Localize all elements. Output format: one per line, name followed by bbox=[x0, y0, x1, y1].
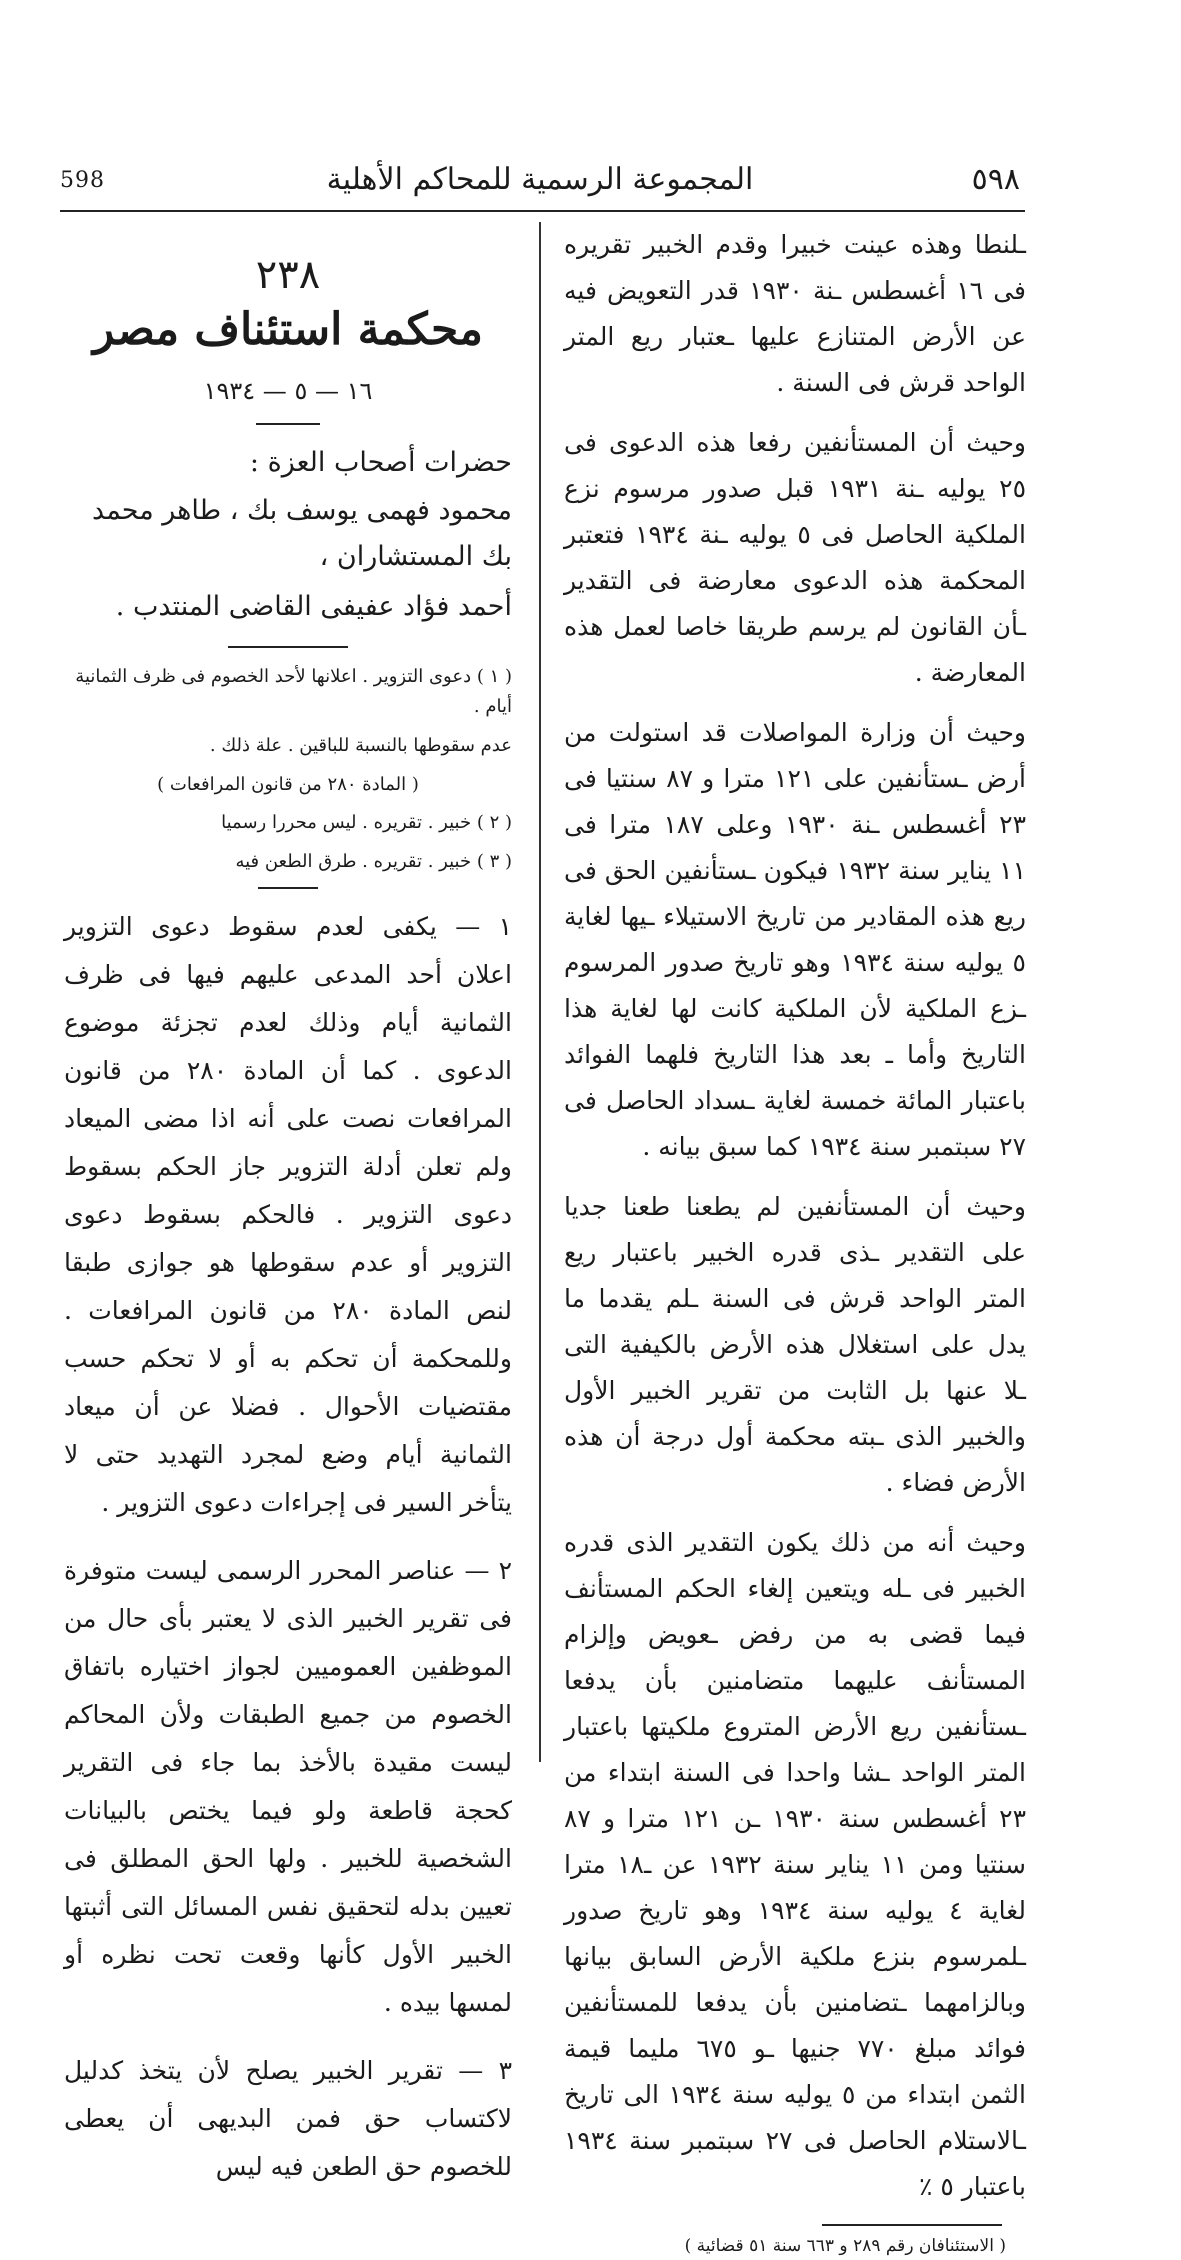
case-number: ٢٣٨ bbox=[255, 252, 321, 298]
page-number-latin: 598 bbox=[60, 168, 105, 193]
continuation-paragraph: وحيث أن المستأنفين لم يطعنا طعنا جديا على التقدير ـذى قدره الخبير باعتبار ريع المتر الواحد قرش فى السنة ـلم يقدما ما يدل على استغلال هذه الأرض بالكيفية التى ـلا عنها بل الثابت من تقرير الخبير الأول والخبير الذى ـبته محكمة أول درجة أن هذه الأرض فضاء . bbox=[564, 1192, 1026, 1497]
footnote: ( الاستئنافان رقم ٢٨٩ و ٦٦٣ سنة ٥١ قضائية ) bbox=[684, 2236, 1006, 2256]
header-rule bbox=[60, 210, 1025, 212]
summary-head: ( ٢ ) خبير . تقريره . ليس محررا رسميا bbox=[221, 812, 512, 834]
continuation-paragraph: وحيث أنه من ذلك يكون التقدير الذى قدره الخبير فى ـله ويتعين إلغاء الحكم المستأنف فيما قضى به من رفض ـعويض وإلزام المستأنف عليهما متضامنين بأن يدفعا ـستأنفين ريع الأرض المتروع ملكيتها باعتبار المتر الواحد ـشا واحدا فى السنة ابتداء من ٢٣ أغسطس سنة ١٩٣٠ ـن ١٢١ مترا و ٨٧ سنتيا ومن ١١ يناير سنة ١٩٣٢ عن ـ١٨ مترا لغاية ٤ يوليه سنة ١٩٣٤ وهو تاريخ صدور ـلمرسوم بنزع ملكية الأرض السابق بيانها وبالزامهما ـتضامنين بأن يدفعا للمستأنفين فوائد مبلغ ٧٧٠ جنيها ـو ٦٧٥ مليما قيمة الثمن ابتداء من ٥ يوليه سنة ١٩٣٤ الى تاريخ ـالاستلام الحاصل فى ٢٧ سبتمبر سنة ١٩٣٤ باعتبار ٥ ٪ bbox=[564, 1528, 1027, 2201]
presence-heading: حضرات أصحاب العزة : bbox=[249, 447, 512, 478]
divider bbox=[228, 646, 348, 648]
legal-principles bbox=[64, 903, 512, 2191]
footnote-rule bbox=[822, 2224, 1002, 2226]
summary-head: ( ٣ ) خبير . تقريره . طرق الطعن فيه bbox=[235, 850, 512, 872]
case-date: ١٦ — ٥ — ١٩٣٤ bbox=[203, 377, 373, 405]
continuation-paragraph: وحيث أن المستأنفين رفعا هذه الدعوى فى ٢٥ يوليه ـنة ١٩٣١ قبل صدور مرسوم نزع الملكية الحاصل فى ٥ يوليه ـنة ١٩٣٤ فتعتبر المحكمة هذه الدعوى معارضة فى التقدير ـأن القانون لم يرسم طريقا خاصا لعمل هذه المعارضة . bbox=[564, 428, 1027, 687]
judges-list bbox=[64, 488, 512, 630]
continuation-column bbox=[564, 222, 1026, 2260]
summary-head: عدم سقوطها بالنسبة للباقين . علة ذلك . bbox=[209, 735, 512, 757]
judges-line: أحمد فؤاد عفيفى القاضى المنتدب . bbox=[115, 590, 512, 622]
column-separator bbox=[539, 222, 541, 1762]
continuation-paragraph: وحيث أن وزارة المواصلات قد استولت من أرض ـستأنفين على ١٢١ مترا و ٨٧ سنتيا فى ٢٣ أغسطس ـنة ١٩٣٠ وعلى ١٨٧ مترا فى ١١ يناير سنة ١٩٣٢ فيكون ـستأنفين الحق فى ريع هذه المقادير من تاريخ الاستيلاء ـيها لغاية ٥ يوليه سنة ١٩٣٤ وهو تاريخ صدور المرسوم ـزع الملكية لأن الملكية كانت لها لغاية هذا التاريخ وأما ـ بعد هذا التاريخ فلهما الفوائد باعتبار المائة خمسة لغاية ـسداد الحاصل فى ٢٧ سبتمبر سنة ١٩٣٤ كما سبق بيانه . bbox=[564, 718, 1027, 1161]
summary-head: ( المادة ٢٨٠ من قانون المرافعات ) bbox=[157, 773, 419, 795]
summary-heads bbox=[64, 662, 512, 878]
publication-title: المجموعة الرسمية للمحاكم الأهلية bbox=[326, 162, 754, 197]
continuation-paragraph: ـلنطا وهذه عينت خبيرا وقدم الخبير تقريره فى ١٦ أغسطس ـنة ١٩٣٠ قدر التعويض فيه عن الأرض المتنازع عليها ـعتبار ريع المتر الواحد قرش فى السنة . bbox=[564, 230, 1026, 397]
summary-head: ( ١ ) دعوى التزوير . اعلانها لأحد الخصوم فى ظرف الثمانية أيام . bbox=[75, 665, 512, 718]
page-header bbox=[60, 162, 1020, 206]
principle-paragraph: ٢ — عناصر المحرر الرسمى ليست متوفرة فى تقرير الخبير الذى لا يعتبر بأى حال من الموظفين العموميين لجواز اختياره باتفاق الخصوم من جميع الطبقات ولأن المحاكم ليست مقيدة بالأخذ بما جاء فى التقرير كحجة قاطعة ولو فيما يختص بالبيانات الشخصية للخبير . ولها الحق المطلق فى تعيين بدله لتحقيق نفس المسائل التى أثبتها الخبير الأول كأنها وقعت تحت نظره أو لمسها بيده . bbox=[64, 1556, 512, 2018]
court-name: محكمة استئناف مصر bbox=[93, 304, 483, 355]
page-number-arabic: ٥٩٨ bbox=[971, 162, 1020, 197]
judges-line: محمود فهمى يوسف بك ، طاهر محمد بك المستشاران ، bbox=[92, 495, 512, 573]
principle-paragraph: ٣ — تقرير الخبير يصلح لأن يتخذ كدليل لاكتساب حق فمن البديهى أن يعطى للخصوم حق الطعن فيه ليس bbox=[64, 2056, 512, 2182]
principle-paragraph: ١ — يكفى لعدم سقوط دعوى التزوير اعلان أحد المدعى عليهم فيها فى ظرف الثمانية أيام وذلك لعدم تجزئة موضوع الدعوى . كما أن المادة ٢٨٠ من قانون المرافعات نصت على أنه اذا مضى الميعاد ولم تعلن أدلة التزوير جاز الحكم بسقوط دعوى التزوير . فالحكم بسقوط دعوى التزوير أو عدم سقوطها هو جوازى طبقا لنص المادة ٢٨٠ من قانون المرافعات . وللمحكمة أن تحكم به أو لا تحكم حسب مقتضيات الأحوال . فضلا عن أن ميعاد الثمانية أيام وضع لمجرد التهديد حتى لا يتأخر السير فى إجراءات دعوى التزوير . bbox=[64, 912, 512, 1518]
case-column bbox=[64, 222, 512, 2211]
divider bbox=[258, 887, 318, 889]
divider bbox=[256, 423, 320, 425]
